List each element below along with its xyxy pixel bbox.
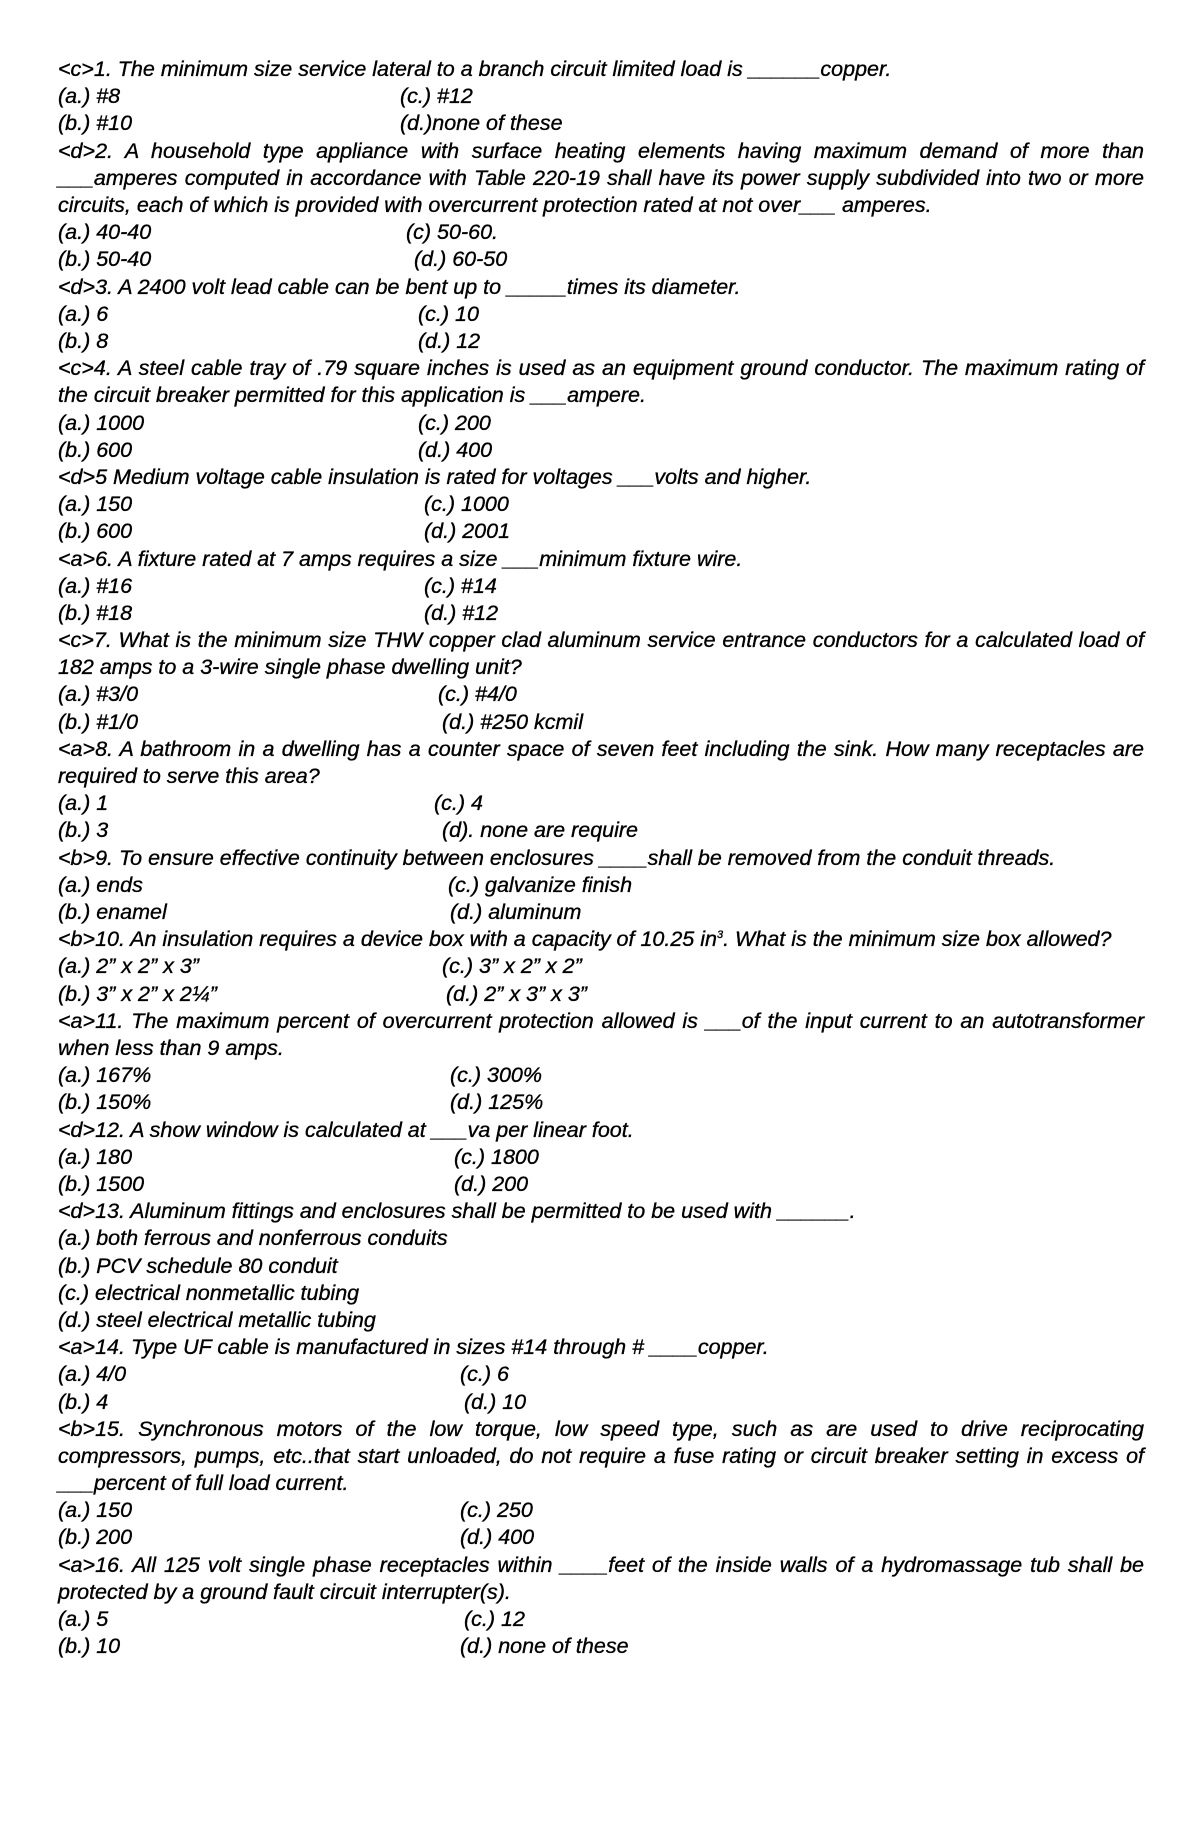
option-a: (a.) #16 — [58, 573, 133, 598]
question-13 — [58, 1198, 1144, 1225]
question-1 — [58, 56, 1144, 83]
question-number: 2. — [95, 138, 114, 163]
options-row — [58, 790, 1144, 817]
question-number: 15. — [95, 1416, 125, 1441]
answer-key: <d> — [58, 1199, 96, 1224]
options-row — [58, 1307, 1144, 1334]
option-b: (b.) 3 — [58, 818, 109, 843]
question-text: What is the minimum size THW copper clad aluminum service entrance conductors for a calculated load of 182 amps to a 3-wire single phase dwelling unit? — [58, 628, 1144, 680]
question-3 — [58, 274, 1144, 301]
question-number: 3. — [95, 274, 114, 299]
option-c: (c.) 300% — [450, 1063, 543, 1088]
option-b: (b.) 600 — [58, 437, 133, 462]
option-d: (d.) 2001 — [424, 519, 511, 544]
option-d: (d.) none of these — [460, 1634, 629, 1659]
question-number: 8. — [95, 736, 114, 761]
option-a: (a.) 150 — [58, 492, 133, 517]
options-row — [58, 1144, 1144, 1171]
answer-key: <a> — [58, 736, 96, 761]
option-a: (a.) 4/0 — [58, 1362, 127, 1387]
option-d: (d.) 2” x 3” x 3” — [446, 981, 587, 1006]
answer-key: <a> — [58, 1008, 96, 1033]
option-b: (b.) 10 — [58, 1634, 121, 1659]
question-text-end: . What is the minimum size box allowed? — [723, 927, 1112, 952]
option-a: (a.) 5 — [58, 1607, 109, 1632]
question-text: A steel cable tray of .79 square inches is used as an equipment ground conductor. The maximum rating of the circuit breaker permitted for this application is ___ampere. — [58, 356, 1144, 408]
question-8 — [58, 736, 1144, 790]
option-b: (b.) 4 — [58, 1389, 109, 1414]
question-15 — [58, 1416, 1144, 1498]
options-row — [58, 1089, 1144, 1116]
option-d: (d.) 12 — [418, 328, 481, 353]
options-row — [58, 110, 1144, 137]
option-d: (d.)none of these — [400, 111, 563, 136]
answer-key: <a> — [58, 1335, 96, 1360]
question-text: A 2400 volt lead cable can be bent up to _____times its diameter. — [118, 274, 741, 299]
option-c: (c.) 12 — [464, 1607, 525, 1632]
answer-key: <a> — [58, 1552, 96, 1577]
options-row — [58, 410, 1144, 437]
option-c: (c.) #4/0 — [438, 682, 517, 707]
question-number: 1. — [93, 57, 112, 81]
question-text: An insulation requires a device box with a capacity of 10.25 in — [130, 927, 717, 952]
question-text: Medium voltage cable insulation is rated for voltages ___volts and higher. — [113, 464, 812, 489]
options-row — [58, 1389, 1144, 1416]
options-row — [58, 83, 1144, 110]
question-5 — [58, 464, 1144, 491]
option-c: (c.) 1800 — [454, 1144, 539, 1169]
question-number: 11. — [95, 1008, 124, 1033]
option-c: (c.) 10 — [418, 301, 479, 326]
options-row — [58, 817, 1144, 844]
option-a: (a.) 2” x 2” x 3” — [58, 954, 199, 979]
question-text: Type UF cable is manufactured in sizes #14 through # ____copper. — [130, 1335, 769, 1360]
option-c: (c) 50-60. — [406, 220, 499, 245]
options-row — [58, 953, 1144, 980]
option-a: (a.) 40-40 — [58, 220, 152, 245]
options-row — [58, 1361, 1144, 1388]
options-row — [58, 899, 1144, 926]
answer-key: <d> — [58, 138, 96, 163]
question-number: 7. — [93, 628, 112, 653]
options-row — [58, 246, 1144, 273]
options-row — [58, 219, 1144, 246]
answer-key: <d> — [58, 464, 96, 489]
question-number: 5 — [95, 464, 108, 489]
answer-key: <b> — [58, 845, 96, 870]
option-c: (c.) 1000 — [424, 492, 509, 517]
options-row — [58, 981, 1144, 1008]
options-row — [58, 518, 1144, 545]
question-text: A show window is calculated at ___va per linear foot. — [130, 1117, 634, 1142]
option-b: (b.) 3” x 2” x 2¼” — [58, 981, 217, 1006]
option-d: (d.) 10 — [464, 1389, 527, 1414]
option-c: (c.) 200 — [418, 410, 491, 435]
option-a: (a.) 1 — [58, 791, 109, 816]
options-row — [58, 328, 1144, 355]
answer-key: <b> — [58, 1416, 96, 1441]
option-b: (b.) #18 — [58, 600, 133, 625]
option-b: (b.) 200 — [58, 1525, 133, 1550]
option-b: (b.) 600 — [58, 519, 133, 544]
options-row — [58, 1225, 1144, 1252]
option-d: (d.) 400 — [460, 1525, 535, 1550]
option-c: (c.) #14 — [424, 573, 497, 598]
answer-key: <c> — [58, 628, 94, 653]
options-row — [58, 301, 1144, 328]
options-row — [58, 491, 1144, 518]
option-d: (d.) 400 — [418, 437, 493, 462]
question-11 — [58, 1008, 1144, 1062]
options-row — [58, 1280, 1144, 1307]
question-number: 12. — [95, 1117, 125, 1142]
option-d: (d.) 200 — [454, 1171, 529, 1196]
question-number: 10. — [95, 927, 125, 952]
options-row — [58, 1497, 1144, 1524]
question-number: 14. — [95, 1335, 125, 1360]
option-c: (c.) 250 — [460, 1498, 533, 1523]
answer-key: <c> — [58, 356, 94, 381]
question-text: To ensure effective continuity between enclosures ____shall be removed from the conduit threads. — [119, 845, 1056, 870]
question-2 — [58, 138, 1144, 220]
question-text: All 125 volt single phase receptacles within ____feet of the inside walls of a hydromassage tub shall be protected by a ground fault circuit interrupter(s). — [58, 1552, 1144, 1604]
question-text: The minimum size service lateral to a branch circuit limited load is ______copper. — [117, 57, 892, 81]
question-10 — [58, 926, 1144, 953]
option-a: (a.) 167% — [58, 1063, 152, 1088]
question-12 — [58, 1117, 1144, 1144]
question-9 — [58, 845, 1144, 872]
option-c: (c.) 6 — [460, 1362, 509, 1387]
option-a: (a.) 150 — [58, 1498, 133, 1523]
option-c: (c.) 3” x 2” x 2” — [442, 954, 582, 979]
option-d: (d.) aluminum — [450, 900, 582, 925]
option-a: (a.) 6 — [58, 301, 109, 326]
option-d: (d.) #250 kcmil — [442, 709, 583, 734]
options-row — [58, 437, 1144, 464]
question-4 — [58, 355, 1144, 409]
question-14 — [58, 1334, 1144, 1361]
options-row — [58, 1633, 1144, 1660]
question-number: 13. — [95, 1199, 125, 1224]
option-c: (c.) galvanize finish — [448, 872, 633, 897]
option-b: (b.) 50-40 — [58, 247, 152, 272]
option-b: (b.) #1/0 — [58, 709, 139, 734]
question-text: Synchronous motors of the low torque, low speed type, such as are used to drive reciprocating compressors, pumps, etc..that start unloaded, do not require a fuse rating or circuit breaker setting in excess of ___percent of full load current. — [58, 1416, 1144, 1496]
question-text: A household type appliance with surface heating elements having maximum demand of more than ___amperes computed in accordance with Table 220-19 shall have its power supply subdivided into two or more circuits, each of which is provided with overcurrent protection rated at not over___ amperes. — [58, 138, 1144, 217]
option-d: (d.) 125% — [450, 1090, 544, 1115]
options-row — [58, 709, 1144, 736]
options-row — [58, 1171, 1144, 1198]
option-a: (a.) 180 — [58, 1144, 133, 1169]
option-d: (d.) #12 — [424, 600, 499, 625]
option-d: (d). none are require — [442, 818, 638, 843]
answer-key: <d> — [58, 1117, 96, 1142]
question-number: 9. — [95, 845, 114, 870]
option-a: (a.) 1000 — [58, 410, 145, 435]
option-d: (d.) steel electrical metallic tubing — [58, 1307, 376, 1332]
question-number: 4. — [93, 356, 112, 381]
option-b: (b.) PCV schedule 80 conduit — [58, 1253, 338, 1278]
option-a: (a.) both ferrous and nonferrous conduits — [58, 1226, 448, 1251]
option-c: (c.) #12 — [400, 84, 473, 109]
options-row — [58, 1524, 1144, 1551]
option-b: (b.) 8 — [58, 328, 109, 353]
options-row — [58, 1253, 1144, 1280]
question-text: Aluminum fittings and enclosures shall be permitted to be used with ______. — [130, 1199, 856, 1224]
superscript: 3 — [716, 929, 724, 942]
option-b: (b.) #10 — [58, 111, 133, 136]
question-number: 16. — [95, 1552, 125, 1577]
options-row — [58, 573, 1144, 600]
options-row — [58, 872, 1144, 899]
option-b: (b.) 150% — [58, 1090, 152, 1115]
question-text: A fixture rated at 7 amps requires a size ___minimum fixture wire. — [118, 546, 743, 571]
answer-key: <d> — [58, 274, 96, 299]
options-row — [58, 1062, 1144, 1089]
question-text: The maximum percent of overcurrent protection allowed is ___of the input current to an autotransformer when less than 9 amps. — [58, 1008, 1144, 1060]
option-a: (a.) ends — [58, 872, 143, 897]
question-6 — [58, 546, 1144, 573]
answer-key: <a> — [58, 546, 96, 571]
option-b: (b.) 1500 — [58, 1171, 145, 1196]
question-7 — [58, 627, 1144, 681]
option-c: (c.) 4 — [434, 791, 483, 816]
options-row — [58, 600, 1144, 627]
options-row — [58, 1606, 1144, 1633]
option-d: (d.) 60-50 — [414, 247, 508, 272]
option-c: (c.) electrical nonmetallic tubing — [58, 1280, 360, 1305]
option-b: (b.) enamel — [58, 900, 167, 925]
options-row — [58, 681, 1144, 708]
question-number: 6. — [95, 546, 114, 571]
question-text: A bathroom in a dwelling has a counter space of seven feet including the sink. How many receptacles are required to serve this area? — [58, 736, 1144, 789]
question-16 — [58, 1552, 1144, 1606]
option-a: (a.) #3/0 — [58, 682, 139, 707]
option-a: (a.) #8 — [58, 84, 121, 109]
answer-key: <b> — [58, 927, 96, 952]
exam-sheet — [58, 56, 1144, 1660]
answer-key: <c> — [58, 57, 94, 81]
